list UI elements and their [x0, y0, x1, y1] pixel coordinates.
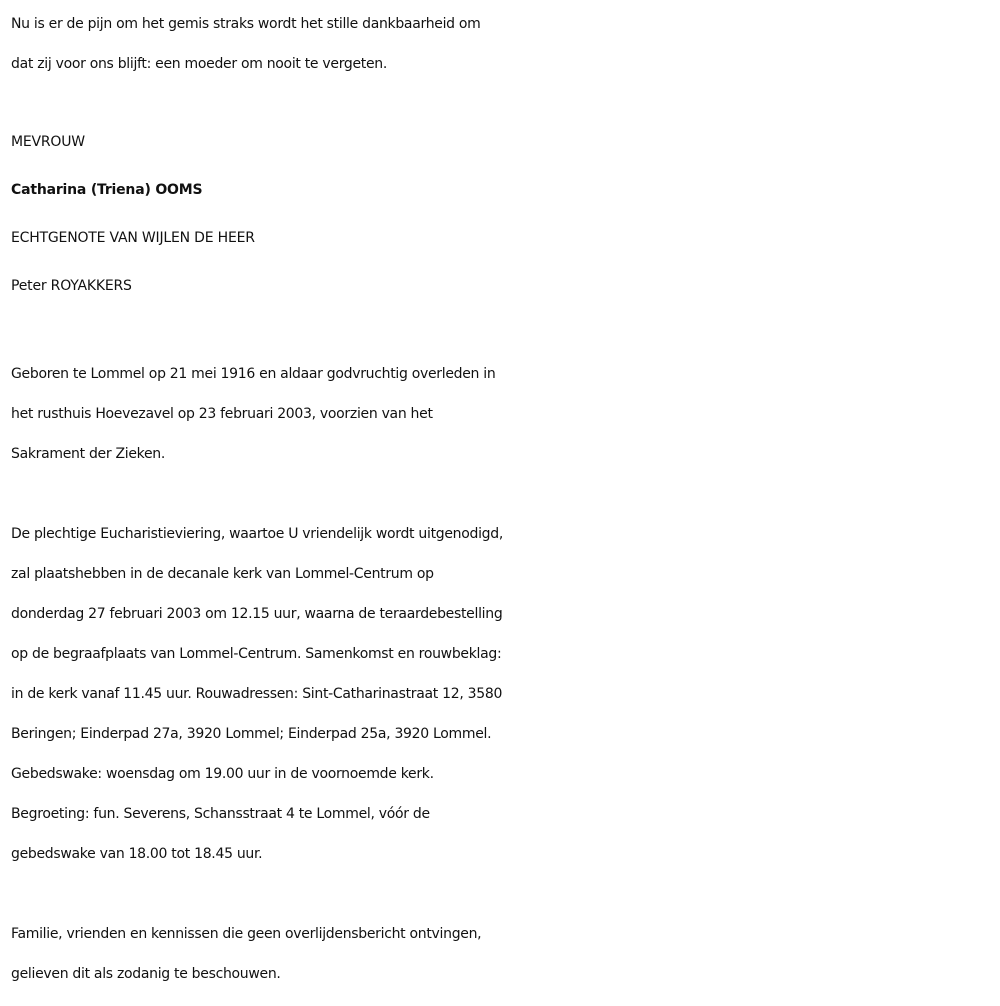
ceremony-line: De plechtige Eucharistieviering, waartoe U vriendelijk wordt uitgenodigd, [11, 526, 503, 542]
ceremony-paragraph [11, 514, 996, 874]
ceremony-line: donderdag 27 februari 2003 om 12.15 uur, waarna de teraardebestelling [11, 606, 503, 622]
birth-death-paragraph [11, 354, 996, 474]
birth-death-line: het rusthuis Hoevezavel op 23 februari 2003, voorzien van het [11, 406, 433, 422]
closing-line: gelieven dit als zodanig te beschouwen. [11, 966, 281, 982]
birth-death-line: Sakrament der Zieken. [11, 446, 166, 462]
ceremony-line: Begroeting: fun. Severens, Schansstraat 4 te Lommel, vóór de [11, 806, 430, 822]
birth-death-line: Geboren te Lommel op 21 mei 1916 en aldaar godvruchtig overleden in [11, 366, 496, 382]
paragraph-gap [11, 474, 996, 514]
closing-line: Familie, vrienden en kennissen die geen overlijdensbericht ontvingen, [11, 926, 482, 942]
person-spouse: Peter ROYAKKERS [11, 278, 132, 294]
obituary-document [11, 0, 996, 994]
person-relation: ECHTGENOTE VAN WIJLEN DE HEER [11, 230, 255, 246]
intro-paragraph [11, 4, 996, 84]
closing-paragraph [11, 914, 996, 994]
ceremony-line: Beringen; Einderpad 27a, 3920 Lommel; Einderpad 25a, 3920 Lommel. [11, 726, 492, 742]
person-title: MEVROUW [11, 134, 85, 150]
paragraph-gap [11, 310, 996, 354]
ceremony-line: in de kerk vanaf 11.45 uur. Rouwadressen: Sint-Catharinastraat 12, 3580 [11, 686, 503, 702]
intro-line: Nu is er de pijn om het gemis straks wordt het stille dankbaarheid om [11, 16, 481, 32]
ceremony-line: zal plaatshebben in de decanale kerk van Lommel-Centrum op [11, 566, 434, 582]
person-block [11, 118, 996, 310]
paragraph-gap [11, 874, 996, 914]
intro-line: dat zij voor ons blijft: een moeder om nooit te vergeten. [11, 56, 388, 72]
person-name: Catharina (Triena) OOMS [11, 182, 203, 198]
ceremony-line: gebedswake van 18.00 tot 18.45 uur. [11, 846, 263, 862]
ceremony-line: op de begraafplaats van Lommel-Centrum. Samenkomst en rouwbeklag: [11, 646, 502, 662]
ceremony-line: Gebedswake: woensdag om 19.00 uur in de voornoemde kerk. [11, 766, 434, 782]
paragraph-gap [11, 84, 996, 118]
